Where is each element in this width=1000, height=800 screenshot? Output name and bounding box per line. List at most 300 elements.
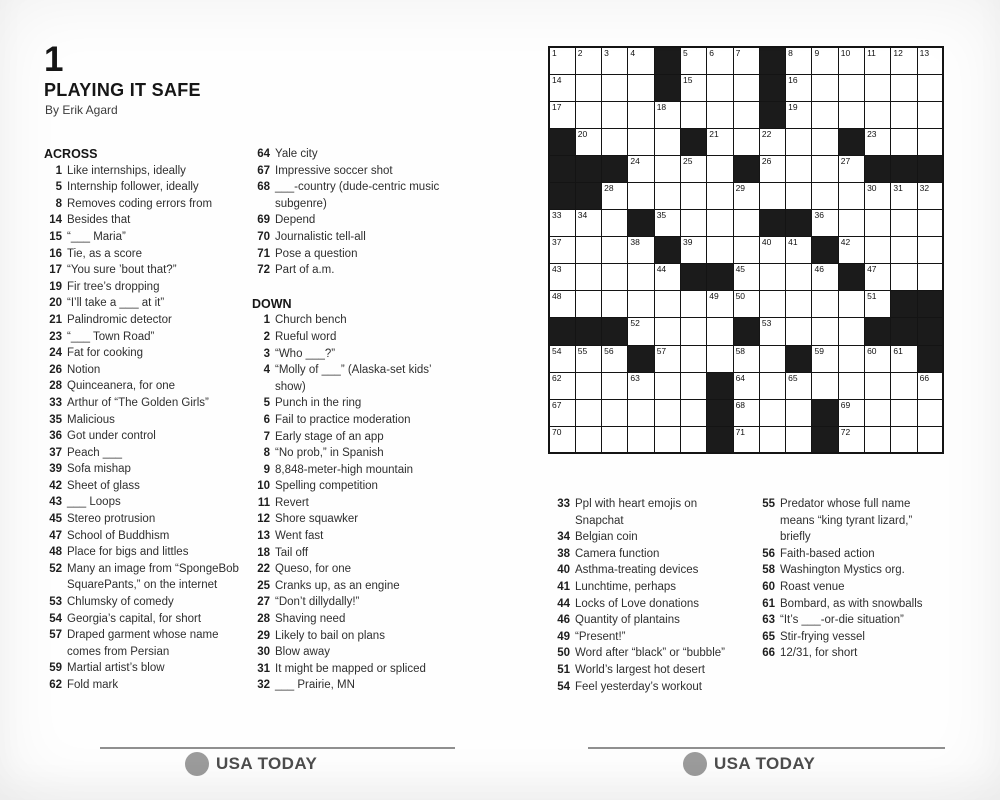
grid-cell-black [680, 128, 706, 155]
clue-number: 2 [263, 330, 270, 343]
grid-cell[interactable] [865, 128, 891, 155]
grid-cell-black [654, 47, 680, 74]
clue-item [252, 163, 468, 180]
clue-number: 6 [263, 413, 270, 426]
grid-cell[interactable] [838, 291, 864, 318]
grid-cell[interactable] [786, 74, 812, 101]
grid-cell[interactable] [838, 210, 864, 237]
grid-cell[interactable] [891, 372, 917, 399]
grid-cell[interactable] [680, 345, 706, 372]
clue-item [44, 478, 252, 495]
grid-cell[interactable] [628, 47, 654, 74]
grid-cell-number: 7 [735, 48, 741, 58]
grid-cell[interactable] [680, 155, 706, 182]
down-clue-list-2 [552, 496, 748, 695]
clue-number: 68 [257, 181, 270, 194]
grid-cell[interactable] [786, 426, 812, 453]
clue-item [252, 528, 468, 545]
grid-cell[interactable] [575, 74, 601, 101]
grid-cell[interactable] [680, 372, 706, 399]
clue-number: 59 [49, 662, 62, 675]
grid-cell[interactable] [549, 210, 575, 237]
grid-cell-black [654, 74, 680, 101]
grid-cell[interactable] [680, 182, 706, 209]
clue-text: “Don’t dillydally!” [275, 596, 360, 609]
grid-cell[interactable] [602, 264, 628, 291]
down-clues-column-2 [552, 496, 748, 695]
clue-item [252, 462, 468, 479]
grid-cell[interactable] [891, 210, 917, 237]
grid-cell[interactable] [628, 182, 654, 209]
grid-cell[interactable] [786, 47, 812, 74]
grid-cell[interactable] [838, 426, 864, 453]
grid-cell[interactable] [865, 291, 891, 318]
grid-cell[interactable] [865, 399, 891, 426]
grid-cell[interactable] [865, 264, 891, 291]
clue-number: 9 [263, 463, 270, 476]
grid-cell[interactable] [654, 345, 680, 372]
grid-cell[interactable] [707, 101, 733, 128]
grid-cell[interactable] [838, 182, 864, 209]
grid-cell[interactable] [891, 182, 917, 209]
grid-cell[interactable] [812, 318, 838, 345]
grid-cell[interactable] [917, 372, 943, 399]
clue-number: 42 [49, 479, 62, 492]
grid-cell[interactable] [865, 101, 891, 128]
grid-cell-black [575, 318, 601, 345]
across-clue-list-2 [252, 146, 468, 279]
clue-text: “No prob,” in Spanish [275, 447, 384, 460]
grid-cell[interactable] [786, 318, 812, 345]
clue-text: Feel yesterday’s workout [575, 680, 702, 693]
grid-cell[interactable] [812, 372, 838, 399]
grid-cell[interactable] [759, 345, 785, 372]
grid-cell[interactable] [733, 74, 759, 101]
grid-cell[interactable] [865, 47, 891, 74]
grid-cell[interactable] [575, 264, 601, 291]
grid-cell[interactable] [786, 264, 812, 291]
grid-cell[interactable] [838, 74, 864, 101]
clue-number: 48 [49, 546, 62, 559]
grid-cell[interactable] [786, 101, 812, 128]
clue-text: Fir tree’s dropping [67, 280, 160, 293]
grid-cell[interactable] [602, 210, 628, 237]
clue-text: Shaving need [275, 613, 346, 626]
grid-cell[interactable] [707, 237, 733, 264]
clue-item [44, 677, 252, 694]
grid-cell[interactable] [917, 237, 943, 264]
clue-item [552, 679, 748, 696]
grid-cell[interactable] [917, 128, 943, 155]
grid-cell[interactable] [707, 74, 733, 101]
clue-number: 69 [257, 214, 270, 227]
grid-cell[interactable] [654, 291, 680, 318]
grid-cell[interactable] [891, 345, 917, 372]
grid-cell[interactable] [733, 128, 759, 155]
grid-cell[interactable] [891, 237, 917, 264]
grid-cell-number: 59 [814, 345, 824, 356]
grid-cell[interactable] [733, 237, 759, 264]
clue-item [757, 496, 965, 546]
grid-cell[interactable] [707, 47, 733, 74]
across-clues-column-1 [44, 146, 252, 694]
grid-cell-number: 18 [656, 101, 667, 112]
grid-cell[interactable] [575, 237, 601, 264]
grid-cell[interactable] [707, 291, 733, 318]
clue-text: Tie, as a score [67, 247, 142, 260]
footer-rule-right [588, 747, 945, 749]
grid-cell[interactable] [707, 318, 733, 345]
grid-cell[interactable] [602, 128, 628, 155]
grid-cell[interactable] [628, 372, 654, 399]
clue-text: Besides that [67, 214, 131, 227]
grid-cell[interactable] [602, 372, 628, 399]
grid-cell-number: 19 [788, 101, 798, 112]
clue-item [252, 495, 468, 512]
clue-text: Palindromic detector [67, 313, 172, 326]
clue-item [757, 645, 965, 662]
grid-cell[interactable] [917, 426, 943, 453]
grid-cell-black [786, 210, 812, 237]
clue-number: 28 [49, 380, 62, 393]
grid-cell[interactable] [575, 47, 601, 74]
grid-cell[interactable] [733, 264, 759, 291]
grid-cell[interactable] [733, 426, 759, 453]
grid-cell[interactable] [733, 182, 759, 209]
grid-cell[interactable] [602, 47, 628, 74]
grid-cell[interactable] [628, 291, 654, 318]
clue-number: 33 [557, 498, 570, 510]
grid-cell[interactable] [628, 237, 654, 264]
grid-cell[interactable] [707, 210, 733, 237]
grid-cell[interactable] [602, 74, 628, 101]
grid-cell[interactable] [680, 101, 706, 128]
grid-cell[interactable] [654, 318, 680, 345]
clue-item [44, 279, 252, 296]
grid-cell[interactable] [707, 345, 733, 372]
clue-text: It might be mapped or spliced [275, 662, 426, 675]
grid-cell-number: 52 [630, 318, 640, 329]
grid-cell-number: 22 [761, 128, 772, 139]
grid-cell[interactable] [838, 345, 864, 372]
grid-cell-black [865, 318, 891, 345]
grid-cell[interactable] [759, 426, 785, 453]
clue-item [552, 546, 748, 563]
grid-cell[interactable] [680, 74, 706, 101]
grid-cell[interactable] [865, 182, 891, 209]
grid-cell-number: 56 [604, 345, 614, 356]
grid-cell[interactable] [838, 47, 864, 74]
grid-cell[interactable] [602, 237, 628, 264]
grid-cell[interactable] [917, 399, 943, 426]
clue-number: 47 [49, 529, 62, 542]
grid-cell[interactable] [575, 345, 601, 372]
grid-cell[interactable] [812, 155, 838, 182]
grid-cell[interactable] [759, 372, 785, 399]
clue-number: 4 [263, 364, 270, 377]
grid-cell[interactable] [891, 426, 917, 453]
grid-cell[interactable] [628, 74, 654, 101]
grid-cell[interactable] [812, 101, 838, 128]
grid-cell[interactable] [838, 318, 864, 345]
clue-item [252, 246, 468, 263]
clue-item [757, 562, 965, 579]
grid-cell[interactable] [733, 291, 759, 318]
grid-cell[interactable] [917, 47, 943, 74]
clue-item [757, 579, 965, 596]
grid-cell[interactable] [838, 101, 864, 128]
grid-cell[interactable] [628, 264, 654, 291]
clue-number: 1 [55, 164, 62, 177]
grid-cell[interactable] [654, 101, 680, 128]
grid-cell[interactable] [733, 372, 759, 399]
grid-cell[interactable] [575, 101, 601, 128]
clue-item [552, 529, 748, 546]
grid-cell[interactable] [759, 264, 785, 291]
footer-brand-text: USA TODAY [714, 754, 816, 773]
clue-text: Like internships, ideally [67, 164, 186, 177]
clue-item [252, 478, 468, 495]
clue-number: 5 [55, 181, 62, 194]
grid-cell[interactable] [628, 399, 654, 426]
clue-text: “Present!” [575, 630, 626, 643]
clue-number: 31 [257, 662, 270, 675]
grid-cell[interactable] [759, 182, 785, 209]
clue-number: 13 [257, 530, 270, 543]
grid-cell[interactable] [865, 426, 891, 453]
grid-cell-number: 30 [867, 182, 877, 193]
footer-brand-left [185, 752, 317, 776]
grid-cell[interactable] [865, 345, 891, 372]
grid-cell[interactable] [786, 291, 812, 318]
grid-cell-black [917, 291, 943, 318]
grid-cell-black [707, 426, 733, 453]
clue-item [44, 528, 252, 545]
grid-cell[interactable] [549, 237, 575, 264]
clue-item [44, 660, 252, 677]
grid-cell[interactable] [812, 291, 838, 318]
grid-cell[interactable] [733, 345, 759, 372]
grid-cell[interactable] [654, 128, 680, 155]
grid-cell-number: 21 [709, 128, 719, 139]
grid-cell[interactable] [680, 237, 706, 264]
clue-number: 53 [49, 596, 62, 609]
grid-cell[interactable] [549, 47, 575, 74]
clue-text: “Who ___?” [275, 347, 336, 360]
grid-cell[interactable] [549, 291, 575, 318]
clue-text: 12/31, for short [780, 647, 858, 660]
grid-cell[interactable] [917, 264, 943, 291]
grid-cell[interactable] [602, 291, 628, 318]
grid-cell[interactable] [733, 399, 759, 426]
grid-cell[interactable] [549, 264, 575, 291]
grid-cell-black [733, 318, 759, 345]
grid-cell[interactable] [575, 128, 601, 155]
grid-cell[interactable] [549, 426, 575, 453]
grid-cell[interactable] [759, 291, 785, 318]
grid-cell[interactable] [654, 210, 680, 237]
grid-cell[interactable] [812, 210, 838, 237]
clue-text: Place for bigs and littles [67, 546, 189, 559]
clue-text: Spelling competition [275, 480, 378, 493]
grid-cell[interactable] [812, 47, 838, 74]
grid-cell[interactable] [838, 237, 864, 264]
byline: By Erik Agard [45, 103, 118, 117]
grid-cell[interactable] [680, 426, 706, 453]
clue-number: 34 [557, 531, 570, 544]
grid-cell[interactable] [707, 182, 733, 209]
clue-item [44, 262, 252, 279]
clue-item [44, 362, 252, 379]
clue-item [252, 429, 468, 446]
grid-cell-black [549, 155, 575, 182]
clue-text: Malicious [67, 413, 115, 426]
clue-text: Went fast [275, 530, 324, 543]
grid-cell[interactable] [628, 128, 654, 155]
clue-item [252, 362, 468, 395]
grid-cell[interactable] [891, 74, 917, 101]
grid-cell[interactable] [549, 372, 575, 399]
grid-cell[interactable] [680, 399, 706, 426]
grid-cell-number: 58 [735, 345, 746, 356]
grid-cell[interactable] [654, 399, 680, 426]
grid-cell-number: 24 [630, 155, 640, 166]
grid-cell[interactable] [575, 426, 601, 453]
grid-cell[interactable] [759, 155, 785, 182]
grid-cell-number: 49 [709, 291, 719, 302]
clue-number: 23 [49, 330, 62, 343]
clue-text: Many an image from “SpongeBob SquarePants,” on the internet [67, 562, 239, 592]
clue-number: 52 [49, 562, 62, 575]
grid-cell-number: 20 [577, 128, 588, 139]
grid-cell[interactable] [733, 210, 759, 237]
grid-cell[interactable] [786, 182, 812, 209]
clue-item [44, 212, 252, 229]
grid-cell-black [917, 345, 943, 372]
grid-cell[interactable] [759, 128, 785, 155]
grid-cell[interactable] [707, 155, 733, 182]
grid-cell[interactable] [917, 210, 943, 237]
grid-cell[interactable] [654, 426, 680, 453]
clue-text: ___ Loops [67, 496, 121, 509]
grid-cell[interactable] [917, 182, 943, 209]
grid-cell[interactable] [680, 291, 706, 318]
grid-cell[interactable] [917, 74, 943, 101]
grid-cell[interactable] [865, 237, 891, 264]
grid-cell[interactable] [575, 210, 601, 237]
grid-cell[interactable] [575, 399, 601, 426]
grid-cell[interactable] [654, 264, 680, 291]
grid-cell[interactable] [786, 155, 812, 182]
grid-cell[interactable] [865, 210, 891, 237]
grid-cell[interactable] [865, 372, 891, 399]
clue-text: Got under control [67, 430, 156, 443]
clue-text: Faith-based action [780, 547, 875, 560]
grid-cell[interactable] [549, 399, 575, 426]
grid-cell[interactable] [865, 74, 891, 101]
grid-cell[interactable] [759, 399, 785, 426]
grid-cell[interactable] [654, 182, 680, 209]
grid-cell[interactable] [602, 345, 628, 372]
grid-cell[interactable] [812, 264, 838, 291]
grid-cell[interactable] [680, 47, 706, 74]
grid-cell-number: 45 [735, 264, 746, 275]
grid-cell[interactable] [812, 74, 838, 101]
grid-cell[interactable] [759, 318, 785, 345]
grid-cell[interactable] [654, 155, 680, 182]
grid-cell[interactable] [654, 372, 680, 399]
grid-cell[interactable] [549, 345, 575, 372]
grid-cell[interactable] [786, 128, 812, 155]
grid-cell-black [549, 128, 575, 155]
clue-item [44, 445, 252, 462]
clue-item [252, 511, 468, 528]
grid-cell[interactable] [602, 101, 628, 128]
grid-cell[interactable] [838, 399, 864, 426]
grid-cell[interactable] [891, 399, 917, 426]
grid-cell[interactable] [628, 426, 654, 453]
grid-cell[interactable] [575, 291, 601, 318]
grid-cell-number: 46 [814, 264, 824, 275]
grid-cell[interactable] [549, 74, 575, 101]
grid-cell[interactable] [707, 128, 733, 155]
grid-cell[interactable] [812, 128, 838, 155]
grid-cell[interactable] [628, 155, 654, 182]
grid-cell-number: 61 [893, 345, 903, 356]
grid-cell[interactable] [733, 47, 759, 74]
grid-cell[interactable] [733, 101, 759, 128]
clue-item [252, 395, 468, 412]
usa-today-logo-circle-icon [683, 752, 707, 776]
clue-item [252, 611, 468, 628]
clue-number: 16 [49, 247, 62, 260]
clue-text: 8,848-meter-high mountain [275, 463, 414, 476]
grid-cell[interactable] [628, 101, 654, 128]
clue-text: Shore squawker [275, 513, 359, 526]
clue-number: 21 [49, 313, 62, 326]
grid-cell[interactable] [786, 237, 812, 264]
grid-cell[interactable] [602, 399, 628, 426]
grid-cell[interactable] [680, 210, 706, 237]
clue-number: 35 [49, 413, 62, 426]
grid-cell-number: 14 [552, 74, 562, 85]
grid-cell[interactable] [786, 399, 812, 426]
grid-cell[interactable] [602, 426, 628, 453]
grid-cell[interactable] [602, 182, 628, 209]
clue-item [552, 562, 748, 579]
grid-cell-number: 9 [814, 48, 820, 58]
grid-cell[interactable] [680, 318, 706, 345]
grid-cell[interactable] [891, 101, 917, 128]
grid-cell[interactable] [786, 372, 812, 399]
clue-item [252, 661, 468, 678]
grid-cell[interactable] [628, 318, 654, 345]
clue-number: 37 [49, 446, 62, 459]
clue-item [44, 494, 252, 511]
grid-cell[interactable] [838, 372, 864, 399]
grid-cell[interactable] [838, 155, 864, 182]
grid-cell[interactable] [812, 182, 838, 209]
grid-cell[interactable] [891, 128, 917, 155]
grid-cell[interactable] [891, 47, 917, 74]
clue-item [252, 545, 468, 562]
grid-cell[interactable] [891, 264, 917, 291]
grid-cell[interactable] [759, 237, 785, 264]
grid-cell[interactable] [812, 345, 838, 372]
grid-cell[interactable] [575, 372, 601, 399]
grid-cell[interactable] [549, 101, 575, 128]
grid-cell[interactable] [917, 101, 943, 128]
